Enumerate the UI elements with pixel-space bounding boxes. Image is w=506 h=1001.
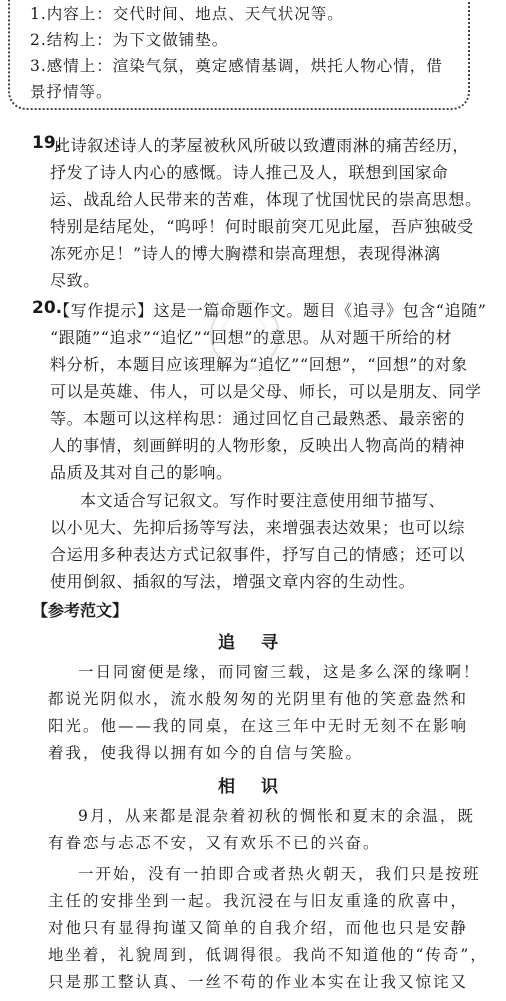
q20-line-10: 合运用多种表达方式记叙事件，抒写自己的情感；还可以: [50, 545, 466, 564]
q20-line-7: 品质及其对自己的影响。: [50, 463, 233, 482]
q20-line-2: “跟随”“追求”“追忆”“回想”的意思。从对题干所给的材: [50, 328, 453, 347]
essay-intro-line-1: 一日同窗便是缘，而同窗三载，这是多么深的缘啊！: [78, 663, 481, 681]
question-19-number: 19.: [32, 133, 63, 153]
essay-para3-line-2: 主任的安排坐到一起。我沉浸在与旧友重逢的欣喜中，: [48, 892, 469, 910]
q20-line-5: 等。本题可以这样构思：通过回忆自己最熟悉、最亲密的: [50, 409, 466, 428]
q19-line-3: 运、战乱给人民带来的苦难，体现了忧国忧民的崇高思想。: [50, 190, 482, 209]
essay-para2-line-1: 9月，从来都是混杂着初秋的惆怅和夏末的余温，既: [78, 807, 475, 825]
essay-subtitle: 相 识: [218, 777, 288, 797]
essay-para3-line-5: 只是那工整认真、一丝不苟的作业本实在让我又惊诧又: [48, 973, 469, 991]
essay-para3-line-4: 地坐着，礼貌周到，低调得很。我尚不知道他的“传奇”，: [48, 946, 488, 964]
essay-para3-line-3: 对他只有显得拘谨又简单的自我介绍，而他也只是安静: [48, 919, 469, 937]
essay-para3-line-1: 一开始，没有一拍即合或者热火朝天，我们只是按班: [78, 865, 481, 883]
essay-intro-line-4: 着我，使我得以拥有如今的自信与笑脸。: [48, 744, 364, 762]
box-line-2: 2.结构上：为下文做铺垫。: [30, 31, 229, 49]
essay-intro-line-2: 都说光阴似水，流水般匆匆的光阴里有他的笑意盎然和: [48, 690, 469, 708]
q20-line-4: 可以是英雄、伟人，可以是父母、师长，可以是朋友、同学: [50, 382, 482, 401]
q19-line-1: 此诗叙述诗人的茅屋被秋风所破以致遭雨淋的痛苦经历，: [54, 136, 470, 155]
q20-line-6: 人的事情，刻画鲜明的人物形象，反映出人物高尚的精神: [50, 436, 466, 455]
box-line-1: 1.内容上：交代时间、地点、天气状况等。: [30, 5, 344, 23]
q20-line-9: 以小见大、先抑后扬等写法，来增强表达效果；也可以综: [50, 518, 466, 537]
dotted-note-box: [8, 0, 470, 110]
q20-line-11: 使用倒叙、插叙的写法，增强文章内容的生动性。: [50, 572, 416, 591]
q19-line-2: 抒发了诗人内心的感慨。诗人推己及人，联想到国家命: [50, 163, 449, 182]
q19-line-4: 特别是结尾处，“呜呼！何时眼前突兀见此屋，吾庐独破受: [50, 217, 474, 236]
reference-essay-label: 【参考范文】: [32, 601, 129, 620]
essay-title: 追 寻: [218, 633, 288, 653]
q19-line-6: 尽致。: [50, 271, 100, 290]
q20-line-8: 本文适合写记叙文。写作时要注意使用细节描写、: [80, 491, 446, 510]
box-line-3: 3.感情上：渲染气氛，奠定感情基调，烘托人物心情，借: [30, 57, 443, 75]
q20-line-3: 料分析，本题目应该理解为“追忆”“回想”，“回想”的对象: [50, 355, 468, 374]
essay-intro-line-3: 阳光。他——我的同桌，在这三年中无时无刻不在影响: [48, 717, 469, 735]
question-20-number: 20.: [32, 298, 63, 318]
box-line-4: 景抒情等。: [30, 83, 113, 101]
q19-line-5: 冻死亦足！”诗人的博大胸襟和崇高理想，表现得淋漓: [50, 244, 441, 263]
essay-para2-line-2: 有眷恋与忐忑不安，又有欢乐不已的兴奋。: [48, 834, 381, 852]
q20-line-1: 【写作提示】这是一篇命题作文。题目《追寻》包含“追随”: [54, 301, 487, 320]
